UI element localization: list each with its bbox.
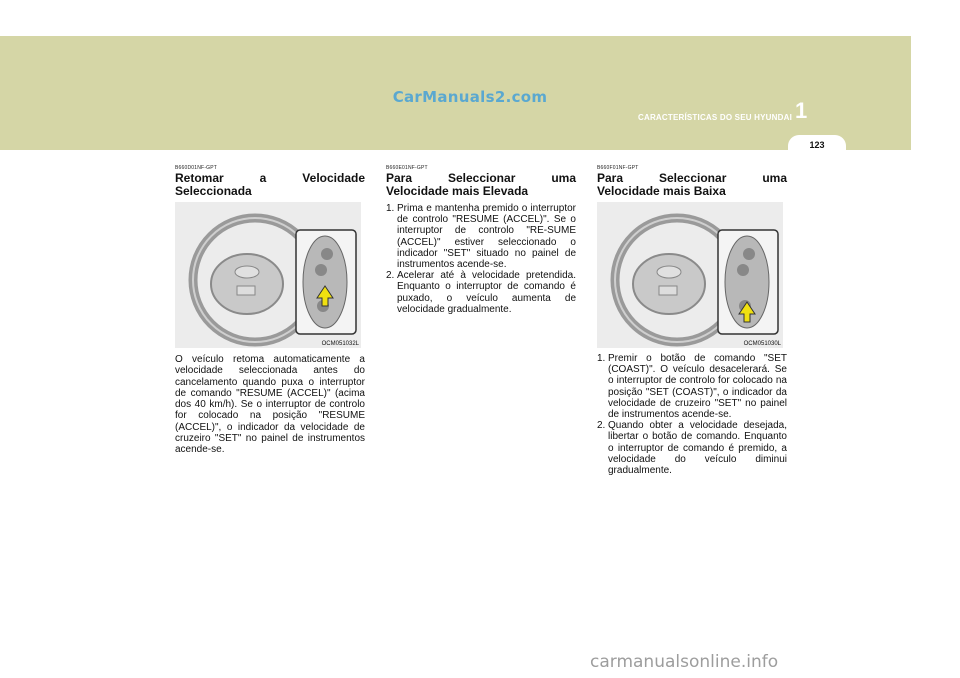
- section-heading: [175, 172, 365, 198]
- figure-label: OCM051030L: [743, 341, 781, 347]
- section-heading: [386, 172, 576, 198]
- heading-line-1: Para Seleccionar uma: [386, 171, 576, 185]
- step-number: 1.: [386, 203, 395, 214]
- section-lower-speed: [597, 165, 787, 476]
- step-number: 2.: [386, 270, 395, 282]
- chapter-number: 1: [795, 98, 808, 123]
- step-text: Premir o botão de comando "SET (COAST)". O veículo desacelerará. Se o interruptor de controlo for colocado na posição "SET (COAST)", o indicador da velocidade de cruzeiro "SET" no painel de instrumentos acende-se.: [608, 353, 787, 421]
- page-number: 123: [788, 135, 846, 157]
- heading-line-1: Para Seleccionar uma: [597, 171, 787, 185]
- figure-label: OCM051032L: [321, 341, 359, 347]
- list-item: [597, 353, 787, 420]
- section-code: B660E01NF-GPT: [386, 165, 428, 171]
- section-higher-speed: [386, 165, 576, 315]
- section-heading: [597, 172, 787, 198]
- heading-line-2: Velocidade mais Elevada: [386, 184, 529, 198]
- step-number: 2.: [597, 420, 606, 432]
- list-item: [597, 420, 787, 476]
- step-text: Acelerar até à velocidade pretendida. Enquanto o interruptor de comando é puxado, o veículo aumenta de velocidade gradualmente.: [397, 270, 576, 315]
- step-text: Quando obter a velocidade desejada, libertar o botão de comando. Enquanto o interruptor de comando é premido, a velocidade do veículo diminui gradualmente.: [608, 420, 787, 477]
- step-number: 1.: [597, 353, 606, 364]
- heading-line-2: Velocidade mais Baixa: [597, 184, 726, 198]
- heading-line-2: Seleccionada: [175, 184, 252, 198]
- step-text: Prima e mantenha premido o interruptor de controlo "RESUME (ACCEL)". Se o interruptor de controlo "RE-SUME (ACCEL)" estiver seleccionado o indicador "SET" situado no painel de instrumentos acende-se.: [397, 203, 576, 271]
- section-body: O veículo retoma automaticamente a velocidade seleccionada antes do cancelamento quando puxa o interruptor de comando "RESUME (ACCEL)" (acima dos 40 km/h). Se o interruptor de controlo for colocado na posição "RESUME (ACCEL)", o indicador da velocidade de cruzeiro "SET" no painel de instrumentos acende-se.: [175, 354, 365, 456]
- steps-list: [597, 353, 787, 476]
- list-item: [386, 270, 576, 315]
- section-resume-speed: [175, 165, 365, 456]
- steps-list: [386, 203, 576, 315]
- steering-wheel-figure: [175, 202, 361, 348]
- top-watermark[interactable]: CarManuals2.com: [392, 88, 548, 106]
- section-code: B660F01NF-GPT: [597, 165, 639, 171]
- steering-wheel-illustration: [175, 202, 361, 348]
- section-code: B660D01NF-GPT: [175, 165, 218, 171]
- list-item: [386, 203, 576, 270]
- steering-wheel-illustration: [597, 202, 783, 348]
- heading-line-1: Retomar a Velocidade: [175, 171, 365, 185]
- steering-wheel-figure: [597, 202, 783, 348]
- bottom-watermark[interactable]: carmanualsonline.info: [590, 652, 779, 672]
- chapter-title: CARACTERÍSTICAS DO SEU HYUNDAI: [637, 113, 792, 122]
